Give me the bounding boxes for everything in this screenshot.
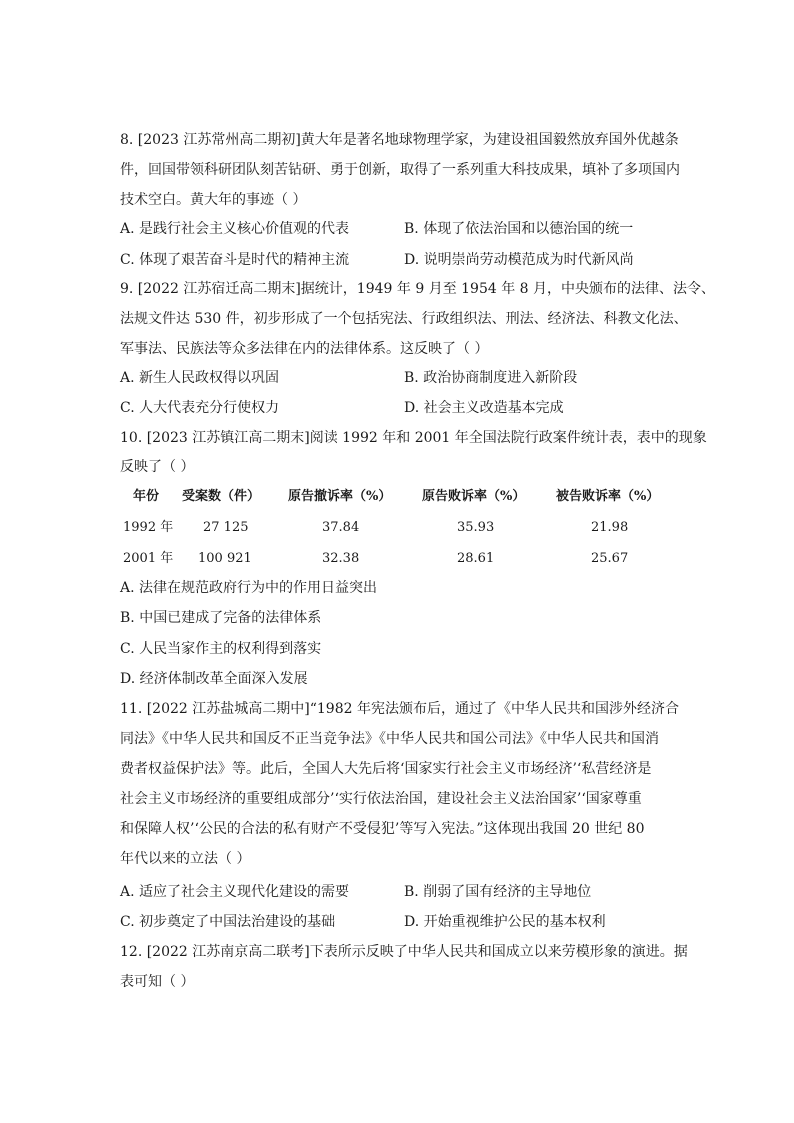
question-11-stem-line-6: 年代以来的立法（ ） (120, 851, 251, 867)
question-9-option-a: A. 新生人民政权得以巩固 (120, 370, 280, 386)
question-11-stem-line-4: 社会主义市场经济的重要组成部分’‘实行依法治国，建设社会主义法治国家’‘国家尊重 (120, 791, 642, 807)
table-cell: 21.98 (591, 520, 629, 535)
question-10-stem-line-2: 反映了（ ） (120, 459, 195, 475)
table-header-plaintiff-withdrawal: 原告撤诉率（%） (288, 489, 392, 504)
question-11-stem-line-1: 11. [2022 江苏盐城高二期中]“1982 年宪法颁布后，通过了《中华人民共和国涉外经济合 (120, 701, 679, 717)
question-10-option-a: A. 法律在规范政府行为中的作用日益突出 (120, 580, 378, 596)
table-cell: 100 921 (198, 551, 252, 566)
question-12-stem-line-1: 12. [2022 江苏南京高二联考]下表所示反映了中华人民共和国成立以来劳模形象的演进。据 (120, 944, 688, 960)
table-cell: 2001 年 (123, 551, 174, 566)
table-header-defendant-loss: 被告败诉率（%） (556, 489, 660, 504)
table-header-year: 年份 (133, 489, 160, 504)
question-8-stem-line-1: 8. [2023 江苏常州高二期初]黄大年是著名地球物理学家，为建设祖国毅然放弃国外优越条 (120, 132, 679, 148)
question-10-option-c: C. 人民当家作主的权利得到落实 (120, 641, 322, 657)
question-8-option-d: D. 说明崇尚劳动模范成为时代新风尚 (404, 252, 634, 268)
question-12-stem-line-2: 表可知（ ） (120, 974, 195, 990)
question-11-stem-line-5: 和保障人权’‘公民的合法的私有财产不受侵犯’等写入宪法。”这体现出我国 20 世纪 80 (120, 821, 645, 837)
table-cell: 28.61 (457, 551, 495, 566)
table-header-cases: 受案数（件） (182, 489, 261, 504)
table-cell: 1992 年 (123, 520, 174, 535)
question-11-stem-line-3: 费者权益保护法》等。此后，全国人大先后将‘国家实行社会主义市场经济’‘私营经济是 (120, 761, 652, 777)
question-9-stem-line-2: 法规文件达 530 件，初步形成了一个包括宪法、行政组织法、刑法、经济法、科教文化法、 (120, 311, 688, 327)
table-cell: 25.67 (591, 551, 629, 566)
question-8-stem-line-2: 件，回国带领科研团队刻苦钻研、勇于创新，取得了一系列重大科技成果，填补了多项国内 (120, 162, 680, 178)
question-9-option-b: B. 政治协商制度进入新阶段 (404, 370, 578, 386)
question-11-option-c: C. 初步奠定了中国法治建设的基础 (120, 914, 336, 930)
question-9-stem-line-3: 军事法、民族法等众多法律在内的法律体系。这反映了（ ） (120, 341, 489, 357)
table-header-plaintiff-loss: 原告败诉率（%） (422, 489, 526, 504)
table-cell: 27 125 (203, 520, 249, 535)
question-10-stem-line-1: 10. [2023 江苏镇江高二期末]阅读 1992 年和 2001 年全国法院行政案件统计表，表中的现象 (120, 430, 707, 446)
question-11-option-a: A. 适应了社会主义现代化建设的需要 (120, 884, 350, 900)
question-11-option-d: D. 开始重视维护公民的基本权利 (404, 914, 606, 930)
question-9-option-c: C. 人大代表充分行使权力 (120, 400, 280, 416)
question-8-stem-line-3: 技术空白。黄大年的事迹（ ） (120, 192, 307, 208)
question-9-option-d: D. 社会主义改造基本完成 (404, 400, 564, 416)
question-8-option-a: A. 是践行社会主义核心价值观的代表 (120, 221, 350, 237)
table-cell: 32.38 (322, 551, 360, 566)
table-cell: 37.84 (322, 520, 360, 535)
question-10-option-b: B. 中国已建成了完备的法律体系 (120, 610, 322, 626)
question-9-stem-line-1: 9. [2022 江苏宿迁高二期末]据统计，1949 年 9 月至 1954 年 8 月，中央颁布的法律、法令、 (120, 281, 716, 297)
table-cell: 35.93 (457, 520, 495, 535)
question-11-stem-line-2: 同法》《中华人民共和国反不正当竞争法》《中华人民共和国公司法》《中华人民共和国消 (120, 731, 659, 747)
question-10-option-d: D. 经济体制改革全面深入发展 (120, 671, 308, 687)
question-8-option-b: B. 体现了依法治国和以德治国的统一 (404, 221, 634, 237)
question-8-option-c: C. 体现了艰苦奋斗是时代的精神主流 (120, 252, 350, 268)
question-11-option-b: B. 削弱了国有经济的主导地位 (404, 884, 592, 900)
